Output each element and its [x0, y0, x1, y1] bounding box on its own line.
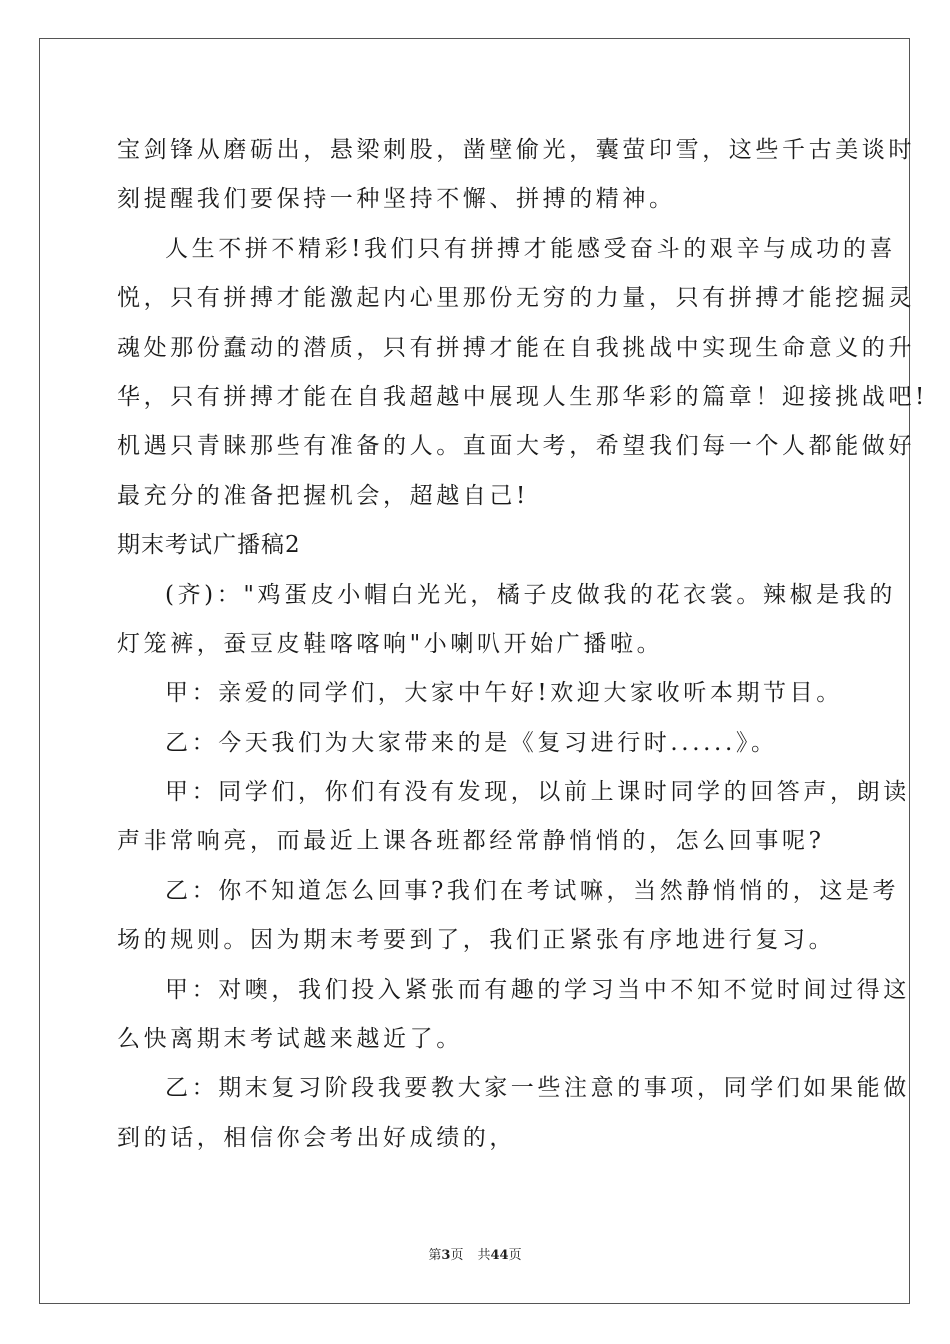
text-line: 华，只有拼搏才能在自我超越中展现人生那华彩的篇章！迎接挑战吧! — [117, 383, 928, 410]
page-prefix: 第 — [428, 1248, 442, 1263]
page-suffix: 页 — [450, 1248, 464, 1263]
text-line: 么快离期末考试越来越近了。 — [117, 1026, 463, 1053]
total-suffix: 页 — [508, 1248, 522, 1263]
section-heading: 期末考试广播稿2 — [117, 532, 301, 559]
document-body — [117, 126, 928, 1163]
text-line: 乙：今天我们为大家带来的是《复习进行时......》。 — [165, 729, 778, 756]
text-line: 到的话，相信你会考出好成绩的， — [117, 1124, 516, 1151]
page-number: 3 — [441, 1248, 451, 1263]
text-line: (齐)："鸡蛋皮小帽白光光，橘子皮做我的花衣裳。辣椒是我的 — [165, 581, 896, 608]
text-line: 乙：你不知道怎么回事?我们在考试嘛，当然静悄悄的，这是考 — [165, 877, 900, 904]
page-footer — [0, 1244, 950, 1263]
total-pages: 44 — [490, 1248, 509, 1263]
text-line: 宝剑锋从磨砺出，悬梁刺股，凿壁偷光，囊萤印雪，这些千古美谈时 — [117, 137, 915, 163]
text-line: 甲：亲爱的同学们，大家中午好!欢迎大家收听本期节目。 — [165, 680, 843, 707]
text-line: 甲：同学们，你们有没有发现，以前上课时同学的回答声，朗读 — [165, 779, 910, 806]
text-line: 人生不拼不精彩!我们只有拼搏才能感受奋斗的艰辛与成功的喜 — [165, 235, 897, 262]
text-line: 甲：对噢，我们投入紧张而有趣的学习当中不知不觉时间过得这 — [165, 976, 910, 1003]
text-line: 灯笼裤，蚕豆皮鞋喀喀响"小喇叭开始广播啦。 — [117, 630, 664, 657]
text-line: 机遇只青睐那些有准备的人。直面大考，希望我们每一个人都能做好 — [117, 433, 915, 460]
text-line: 刻提醒我们要保持一种坚持不懈、拼搏的精神。 — [117, 186, 676, 213]
text-line: 最充分的准备把握机会，超越自己! — [117, 482, 529, 509]
text-line: 悦，只有拼搏才能激起内心里那份无穷的力量，只有拼搏才能挖掘灵 — [117, 285, 915, 312]
text-line: 乙：期末复习阶段我要教大家一些注意的事项，同学们如果能做 — [165, 1075, 910, 1102]
text-line: 声非常响亮，而最近上课各班都经常静悄悄的，怎么回事呢? — [117, 828, 825, 855]
text-line: 魂处那份蠢动的潜质，只有拼搏才能在自我挑战中实现生命意义的升 — [117, 334, 915, 361]
text-line: 场的规则。因为期末考要到了，我们正紧张有序地进行复习。 — [117, 927, 836, 954]
total-prefix: 共 — [477, 1248, 491, 1263]
